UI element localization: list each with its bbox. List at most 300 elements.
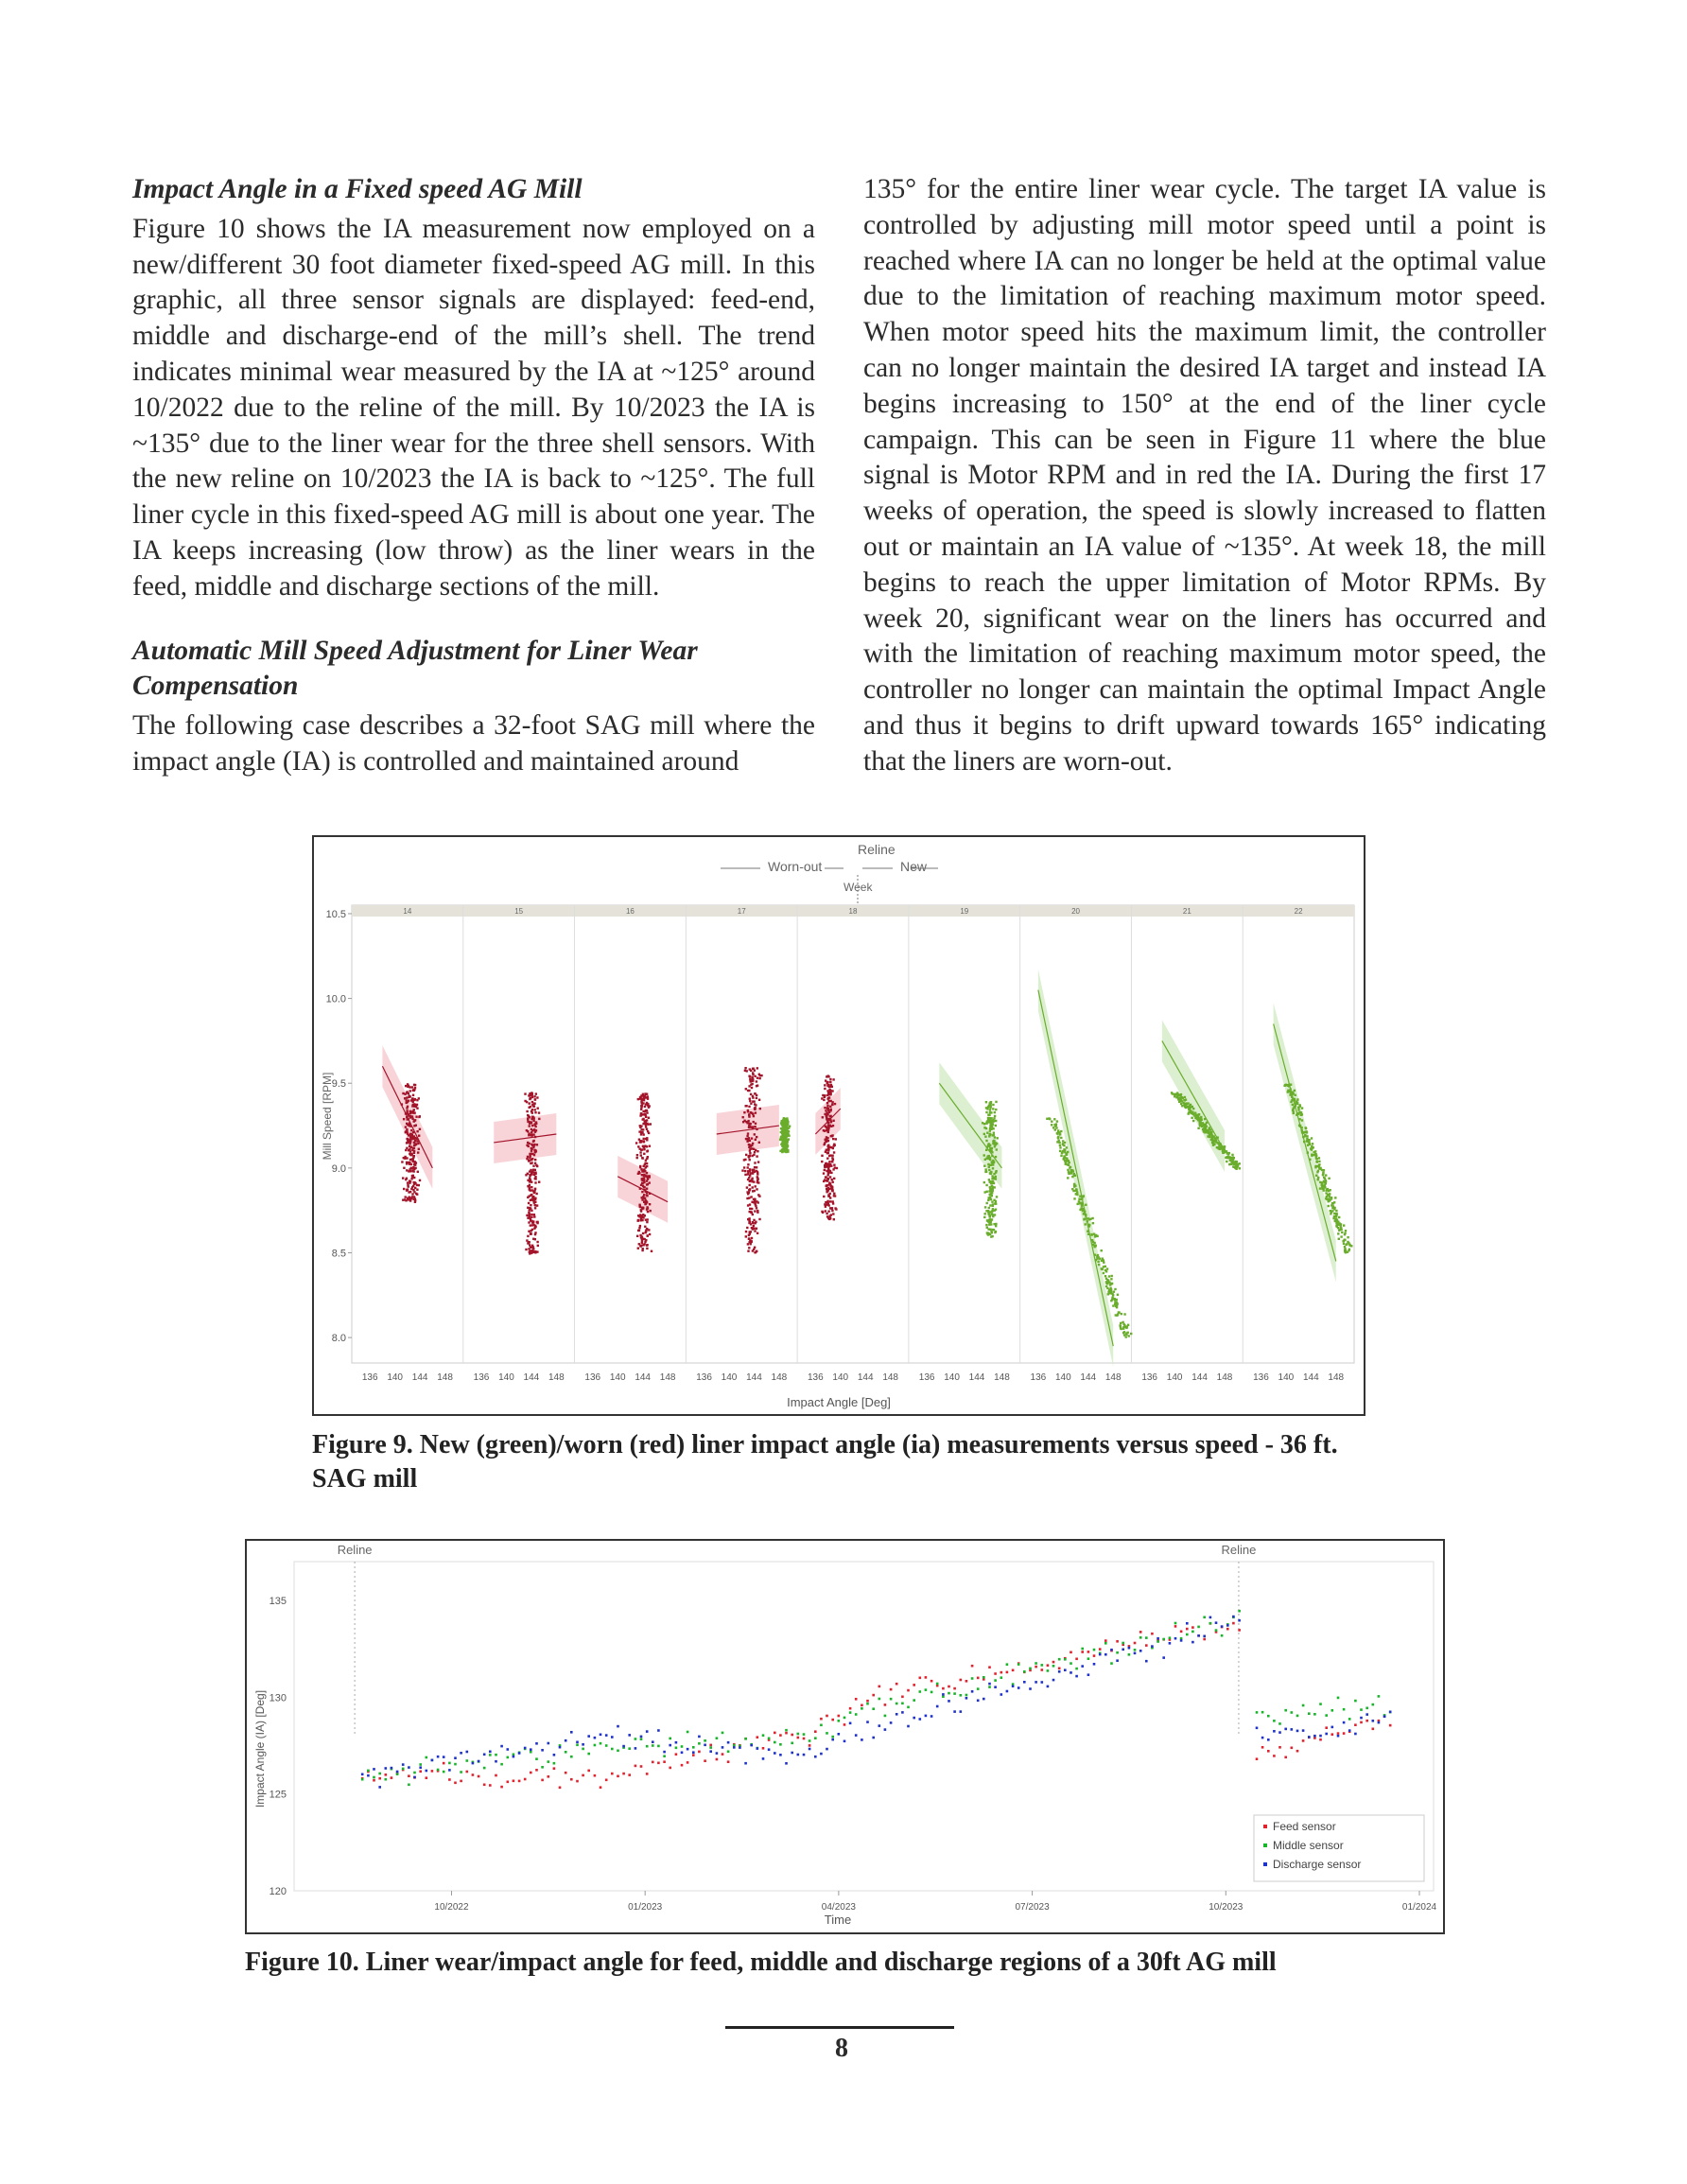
legend-marker — [1263, 1843, 1267, 1847]
x-tick-label: 140 — [1166, 1372, 1183, 1383]
data-point — [1079, 1202, 1081, 1204]
data-point — [1284, 1756, 1287, 1759]
data-point — [1192, 1120, 1194, 1122]
data-point — [642, 1214, 644, 1215]
data-point — [1041, 1664, 1044, 1667]
data-point — [628, 1773, 631, 1776]
x-tick-label: 144 — [1080, 1372, 1097, 1383]
data-point — [832, 1159, 834, 1161]
data-point — [537, 1108, 539, 1109]
data-point — [809, 1744, 811, 1747]
data-point — [855, 1734, 858, 1737]
data-point — [518, 1752, 521, 1755]
data-point — [403, 1167, 405, 1169]
data-point — [1296, 1730, 1299, 1733]
data-point — [1333, 1213, 1335, 1214]
data-point — [749, 1098, 751, 1100]
data-point — [533, 1140, 535, 1142]
data-point — [745, 1138, 747, 1140]
data-point — [930, 1715, 933, 1718]
reline-label: Reline — [858, 842, 896, 857]
data-point — [657, 1762, 660, 1765]
data-point — [692, 1754, 695, 1756]
data-point — [532, 1120, 534, 1122]
y-tick-label: 120 — [269, 1886, 287, 1897]
data-point — [977, 1700, 980, 1703]
data-point — [419, 1128, 421, 1130]
data-point — [1290, 1101, 1292, 1103]
week-number: 18 — [848, 907, 858, 916]
data-point — [698, 1736, 701, 1738]
data-point — [925, 1688, 928, 1691]
data-point — [565, 1772, 567, 1774]
data-point — [984, 1206, 986, 1208]
data-point — [1314, 1153, 1316, 1155]
data-point — [1104, 1639, 1107, 1642]
data-point — [748, 1137, 750, 1139]
data-point — [985, 1101, 987, 1103]
data-point — [748, 1219, 750, 1221]
data-point — [756, 1155, 757, 1157]
data-point — [942, 1693, 945, 1696]
data-point — [643, 1243, 645, 1245]
data-point — [636, 1235, 638, 1237]
data-point — [1006, 1690, 1009, 1693]
data-point — [1029, 1687, 1032, 1690]
data-point — [965, 1680, 968, 1683]
data-point — [646, 1195, 648, 1197]
data-point — [1073, 1185, 1075, 1187]
data-point — [826, 1084, 828, 1086]
data-point — [1093, 1663, 1096, 1666]
data-point — [409, 1141, 411, 1143]
data-point — [403, 1157, 405, 1159]
data-point — [1121, 1313, 1122, 1315]
data-point — [985, 1224, 987, 1226]
data-point — [536, 1241, 538, 1243]
data-point — [743, 1166, 745, 1168]
data-point — [1081, 1665, 1084, 1668]
data-point — [1345, 1244, 1347, 1246]
data-point — [405, 1085, 407, 1087]
data-point — [826, 1748, 828, 1751]
data-point — [1085, 1223, 1087, 1225]
data-point — [1300, 1114, 1302, 1116]
data-point — [994, 1111, 996, 1113]
data-point — [984, 1191, 986, 1193]
data-point — [418, 1135, 420, 1137]
data-point — [1120, 1325, 1122, 1327]
data-point — [1101, 1249, 1103, 1251]
data-point — [1343, 1721, 1346, 1724]
data-point — [1372, 1720, 1375, 1722]
data-point — [532, 1165, 534, 1167]
data-point — [646, 1158, 648, 1160]
data-point — [1186, 1622, 1189, 1625]
data-point — [1189, 1105, 1191, 1107]
x-tick-label: 01/2024 — [1401, 1902, 1437, 1913]
data-point — [647, 1150, 649, 1152]
data-point — [827, 1171, 829, 1173]
data-point — [1238, 1610, 1241, 1613]
data-point — [1215, 1621, 1218, 1624]
data-point — [640, 1109, 642, 1110]
data-point — [749, 1188, 751, 1190]
data-point — [1273, 1720, 1276, 1722]
data-point — [663, 1751, 666, 1754]
data-point — [636, 1157, 638, 1159]
data-point — [1344, 1239, 1346, 1241]
data-point — [416, 1189, 418, 1191]
data-point — [605, 1744, 608, 1747]
data-point — [826, 1102, 828, 1104]
data-point — [1023, 1681, 1026, 1684]
data-point — [878, 1686, 881, 1688]
data-point — [826, 1118, 827, 1120]
x-tick-label: 140 — [498, 1372, 514, 1383]
data-point — [779, 1754, 782, 1756]
data-point — [647, 1234, 649, 1236]
data-point — [1389, 1711, 1392, 1714]
data-point — [747, 1250, 749, 1252]
data-point — [989, 1159, 991, 1161]
data-point — [994, 1136, 996, 1138]
data-point — [983, 1181, 985, 1183]
data-point — [803, 1738, 806, 1740]
new-label: New — [900, 859, 928, 874]
data-point — [527, 1130, 529, 1132]
data-point — [533, 1117, 535, 1119]
data-point — [641, 1191, 643, 1193]
data-point — [1056, 1132, 1058, 1134]
data-point — [748, 1217, 750, 1219]
data-point — [530, 1204, 531, 1206]
data-point — [832, 1125, 834, 1127]
data-point — [644, 1144, 646, 1146]
x-tick-label: 140 — [944, 1372, 960, 1383]
data-point — [953, 1710, 956, 1713]
data-point — [781, 1130, 783, 1132]
data-point — [1188, 1109, 1190, 1110]
data-point — [748, 1113, 750, 1115]
data-point — [834, 1166, 836, 1168]
data-point — [716, 1737, 719, 1739]
data-point — [1191, 1117, 1192, 1119]
data-point — [1204, 1127, 1206, 1128]
data-point — [984, 1213, 986, 1214]
data-point — [826, 1158, 828, 1160]
data-point — [826, 1098, 828, 1100]
data-point — [1325, 1182, 1327, 1184]
data-point — [407, 1198, 409, 1200]
data-point — [647, 1130, 649, 1132]
data-point — [827, 1075, 829, 1076]
data-point — [831, 1104, 833, 1106]
data-point — [541, 1749, 544, 1752]
data-point — [533, 1214, 535, 1215]
data-point — [809, 1739, 811, 1742]
data-point — [1157, 1640, 1159, 1643]
data-point — [528, 1202, 530, 1204]
data-point — [638, 1227, 640, 1229]
data-point — [787, 1144, 789, 1146]
data-point — [830, 1165, 832, 1167]
data-point — [993, 1132, 995, 1134]
data-point — [553, 1754, 556, 1756]
data-point — [832, 1181, 834, 1183]
data-point — [1116, 1659, 1119, 1662]
data-point — [1077, 1203, 1079, 1205]
week-number: 22 — [1294, 907, 1303, 916]
data-point — [785, 1147, 787, 1149]
data-point — [786, 1118, 788, 1120]
data-point — [406, 1128, 408, 1130]
data-point — [1296, 1715, 1299, 1718]
data-point — [534, 1238, 536, 1240]
data-point — [791, 1752, 793, 1755]
data-point — [649, 1181, 651, 1183]
data-point — [418, 1184, 420, 1186]
data-point — [644, 1113, 646, 1115]
data-point — [531, 1229, 533, 1231]
data-point — [749, 1152, 751, 1154]
data-point — [646, 1162, 648, 1164]
data-point — [507, 1756, 510, 1759]
data-point — [1070, 1172, 1071, 1174]
data-point — [757, 1067, 758, 1069]
data-point — [1347, 1236, 1348, 1238]
data-point — [750, 1123, 752, 1125]
data-point — [675, 1747, 678, 1750]
x-tick-label: 144 — [746, 1372, 762, 1383]
data-point — [637, 1173, 639, 1175]
data-point — [407, 1141, 409, 1143]
y-tick-label: 8.0 — [331, 1333, 346, 1345]
data-point — [413, 1106, 415, 1108]
x-tick-label: 136 — [361, 1372, 378, 1383]
data-point — [824, 1088, 826, 1090]
data-point — [527, 1197, 529, 1198]
data-point — [1286, 1084, 1288, 1086]
data-point — [534, 1126, 536, 1127]
x-tick-label: 136 — [1141, 1372, 1158, 1383]
data-point — [513, 1756, 515, 1758]
data-point — [1305, 1127, 1307, 1129]
data-point — [531, 1189, 533, 1191]
data-point — [378, 1786, 381, 1789]
data-point — [411, 1196, 413, 1197]
data-point — [1296, 1098, 1298, 1100]
data-point — [406, 1092, 408, 1093]
data-point — [1334, 1197, 1336, 1198]
data-point — [1111, 1275, 1113, 1277]
data-point — [716, 1758, 719, 1761]
data-point — [925, 1715, 928, 1718]
data-point — [965, 1697, 968, 1700]
data-point — [410, 1163, 412, 1165]
data-point — [692, 1746, 695, 1749]
data-point — [698, 1751, 701, 1754]
data-point — [600, 1786, 602, 1789]
data-point — [431, 1759, 434, 1762]
data-point — [1122, 1642, 1124, 1645]
data-point — [986, 1132, 988, 1134]
data-point — [747, 1204, 749, 1206]
x-tick-label: 148 — [437, 1372, 453, 1383]
data-point — [989, 1197, 991, 1198]
data-point — [529, 1216, 530, 1218]
data-point — [844, 1723, 846, 1726]
data-point — [617, 1775, 619, 1778]
data-point — [532, 1105, 534, 1107]
data-point — [532, 1169, 534, 1171]
data-point — [1217, 1146, 1219, 1148]
data-point — [989, 1233, 991, 1235]
data-point — [832, 1120, 834, 1122]
data-point — [1064, 1658, 1067, 1661]
data-point — [533, 1201, 535, 1203]
data-point — [758, 1077, 760, 1079]
data-point — [747, 1120, 749, 1122]
data-point — [391, 1776, 393, 1779]
data-point — [535, 1121, 537, 1123]
data-point — [866, 1721, 869, 1723]
data-point — [797, 1754, 800, 1756]
data-point — [448, 1778, 451, 1781]
data-point — [1123, 1331, 1125, 1333]
data-point — [907, 1706, 910, 1709]
data-point — [1047, 1664, 1050, 1667]
data-point — [1083, 1213, 1085, 1214]
data-point — [1097, 1261, 1099, 1263]
data-point — [993, 1134, 995, 1136]
data-point — [1343, 1732, 1346, 1735]
data-point — [531, 1153, 533, 1155]
data-point — [826, 1127, 827, 1128]
data-point — [1073, 1173, 1075, 1175]
y-tick-label: 9.0 — [331, 1162, 346, 1175]
data-point — [414, 1164, 416, 1166]
data-point — [646, 1128, 648, 1130]
data-point — [642, 1128, 644, 1130]
data-point — [823, 1196, 825, 1197]
data-point — [814, 1756, 817, 1758]
data-point — [1209, 1622, 1212, 1625]
data-point — [838, 1720, 841, 1722]
data-point — [1091, 1217, 1093, 1219]
data-point — [408, 1784, 410, 1787]
data-point — [1070, 1651, 1072, 1654]
data-point — [907, 1689, 910, 1692]
data-point — [645, 1116, 647, 1118]
data-point — [416, 1104, 418, 1106]
data-point — [1338, 1238, 1340, 1240]
data-point — [507, 1748, 510, 1751]
data-point — [989, 1133, 991, 1135]
data-point — [639, 1166, 641, 1168]
data-point — [782, 1126, 784, 1127]
data-point — [1309, 1144, 1311, 1145]
data-point — [1332, 1205, 1334, 1207]
data-point — [1365, 1707, 1368, 1710]
data-point — [820, 1753, 823, 1756]
data-point — [1104, 1275, 1106, 1277]
data-point — [483, 1754, 486, 1756]
data-point — [361, 1778, 364, 1781]
data-point — [1302, 1739, 1305, 1742]
data-point — [828, 1111, 830, 1113]
data-point — [992, 1203, 994, 1205]
data-point — [396, 1771, 399, 1773]
data-point — [529, 1160, 530, 1162]
data-point — [495, 1774, 497, 1777]
data-point — [753, 1068, 755, 1070]
data-point — [419, 1179, 421, 1181]
data-point — [640, 1184, 642, 1186]
data-point — [1318, 1164, 1320, 1166]
data-point — [827, 1147, 829, 1149]
data-point — [1117, 1294, 1119, 1296]
data-point — [412, 1189, 414, 1191]
data-point — [827, 1093, 829, 1095]
data-point — [757, 1150, 758, 1152]
data-point — [426, 1756, 428, 1759]
data-point — [749, 1175, 751, 1177]
data-point — [646, 1096, 648, 1098]
data-point — [1123, 1324, 1125, 1326]
data-point — [993, 1141, 995, 1143]
data-point — [832, 1202, 834, 1204]
data-point — [762, 1734, 765, 1737]
data-point — [526, 1239, 528, 1241]
data-point — [1000, 1671, 1003, 1674]
data-point — [831, 1179, 833, 1180]
data-point — [1070, 1169, 1071, 1171]
data-point — [538, 1181, 540, 1183]
data-point — [748, 1075, 750, 1077]
data-point — [403, 1188, 405, 1190]
data-point — [650, 1210, 652, 1212]
data-point — [1087, 1657, 1090, 1660]
data-point — [925, 1676, 928, 1679]
data-point — [406, 1178, 408, 1179]
data-point — [639, 1214, 641, 1215]
data-point — [756, 1080, 757, 1082]
data-point — [1066, 1146, 1068, 1148]
data-point — [826, 1114, 827, 1116]
data-point — [548, 1760, 550, 1763]
data-point — [919, 1690, 922, 1693]
data-point — [733, 1746, 736, 1749]
data-point — [643, 1168, 645, 1170]
data-point — [582, 1774, 584, 1777]
data-point — [752, 1072, 754, 1074]
data-point — [753, 1225, 755, 1227]
data-point — [1178, 1097, 1180, 1099]
data-point — [646, 1188, 648, 1190]
data-point — [437, 1756, 440, 1758]
data-point — [985, 1107, 987, 1109]
data-point — [1075, 1675, 1078, 1678]
data-point — [1316, 1161, 1318, 1162]
data-point — [829, 1200, 831, 1202]
data-point — [534, 1188, 536, 1190]
data-point — [827, 1174, 829, 1176]
data-point — [414, 1187, 416, 1189]
data-point — [652, 1744, 654, 1747]
data-point — [983, 1133, 985, 1135]
data-point — [827, 1128, 829, 1130]
